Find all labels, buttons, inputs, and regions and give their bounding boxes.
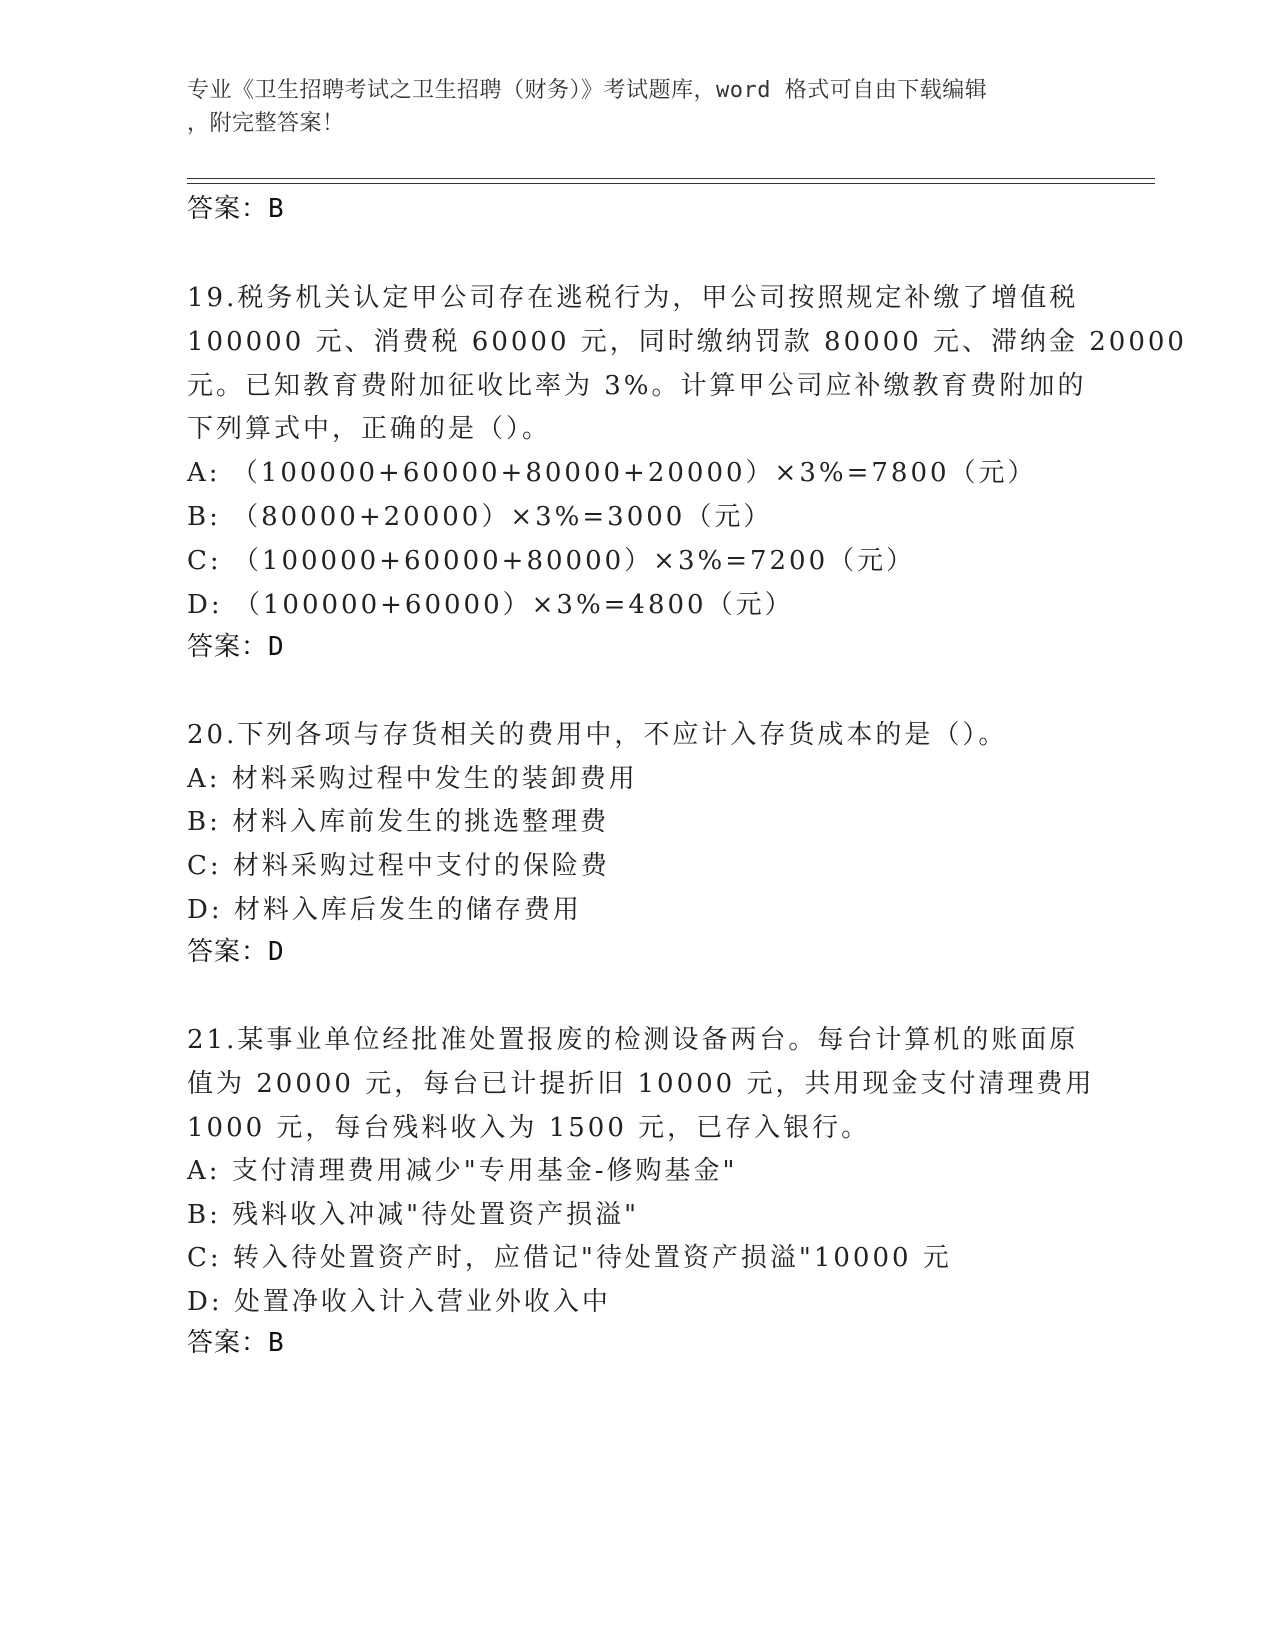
q21-option-a: A: 支付清理费用减少"专用基金-修购基金" xyxy=(187,1156,738,1186)
q20-option-a: A: 材料采购过程中发生的装卸费用 xyxy=(187,764,638,794)
header-line-2: ，附完整答案！ xyxy=(187,111,345,136)
q19-text-line-3: 元。已知教育费附加征收比率为 3%。计算甲公司应补缴教育费附加的 xyxy=(187,371,1087,401)
q19-option-d: D: （100000+60000）×3%=4800（元） xyxy=(187,590,794,620)
q19-option-b: B: （80000+20000）×3%=3000（元） xyxy=(187,502,773,532)
q21-text-line-2: 值为 20000 元，每台已计提折旧 10000 元，共用现金支付清理费用 xyxy=(187,1069,1095,1099)
q19-text-line-4: 下列算式中，正确的是（）。 xyxy=(187,414,552,444)
q21-option-d: D: 处置净收入计入营业外收入中 xyxy=(187,1287,611,1317)
q20-option-c: C: 材料采购过程中支付的保险费 xyxy=(187,851,610,881)
header-line-1: 专业《卫生招聘考试之卫生招聘（财务）》考试题库，word 格式可自由下载编辑 xyxy=(187,78,988,103)
header-rule-top xyxy=(187,178,1155,179)
q21-option-c: C: 转入待处置资产时，应借记"待处置资产损溢"10000 元 xyxy=(187,1243,952,1273)
q19-answer: 答案：D xyxy=(187,632,285,662)
q21-text-line-1: 21.某事业单位经批准处置报废的检测设备两台。每台计算机的账面原 xyxy=(187,1025,1079,1055)
q20-text-line-1: 20.下列各项与存货相关的费用中，不应计入存货成本的是（）。 xyxy=(187,720,1008,750)
q21-option-b: B: 残料收入冲减"待处置资产损溢" xyxy=(187,1200,640,1230)
q19-option-a: A: （100000+60000+80000+20000）×3%=7800（元） xyxy=(187,458,1037,488)
page-header xyxy=(187,74,1067,140)
q19-option-c: C: （100000+60000+80000）×3%=7200（元） xyxy=(187,546,916,576)
q21-text-line-3: 1000 元，每台残料收入为 1500 元，已存入银行。 xyxy=(187,1113,871,1143)
header-rule-bottom xyxy=(187,183,1155,184)
q21-answer: 答案：B xyxy=(187,1328,285,1358)
q20-answer: 答案：D xyxy=(187,937,285,967)
previous-answer: 答案：B xyxy=(187,194,285,224)
q20-option-d: D: 材料入库后发生的储存费用 xyxy=(187,895,582,925)
q19-text-line-2: 100000 元、消费税 60000 元，同时缴纳罚款 80000 元、滞纳金 20000 xyxy=(187,327,1187,357)
q20-option-b: B: 材料入库前发生的挑选整理费 xyxy=(187,807,610,837)
q19-text-line-1: 19.税务机关认定甲公司存在逃税行为，甲公司按照规定补缴了增值税 xyxy=(187,283,1079,313)
